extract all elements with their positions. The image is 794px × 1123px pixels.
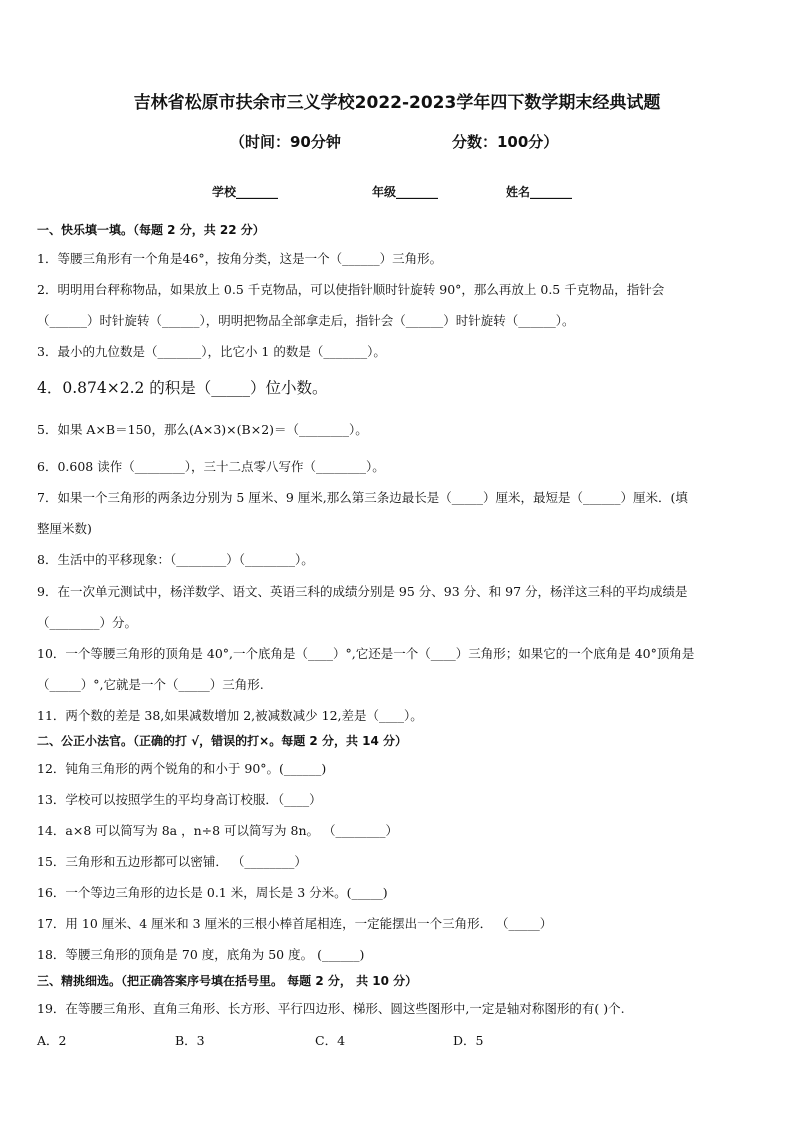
question-9-line-2: （________）分。 [37, 615, 138, 630]
option-b: B．3 [175, 1033, 205, 1048]
question-8: 8．生活中的平移现象：（________）（________）。 [37, 552, 314, 567]
question-4: 4．0.874×2.2 的积是（_____）位小数。 [37, 379, 328, 397]
question-15: 15．三角形和五边形都可以密铺． （________） [37, 854, 307, 869]
school-field: 学校_______ [212, 185, 279, 199]
section-2-heading: 二、公正小法官。（正确的打 √，错误的打×。每题 2 分，共 14 分） [37, 734, 407, 748]
exam-time: （时间：90分钟 [230, 133, 341, 151]
question-5: 5．如果 A×B＝150，那么(A×3)×(B×2)＝（________）。 [37, 422, 368, 437]
question-11: 11．两个数的差是 38,如果减数增加 2,被减数减少 12,差是（____）。 [37, 708, 423, 723]
option-d: D．5 [453, 1033, 484, 1048]
question-7-line-1: 7．如果一个三角形的两条边分别为 5 厘米、9 厘米,那么第三条边最长是（_____）厘米，最短是（______）厘米．(填 [37, 490, 688, 505]
section-3-heading: 三、精挑细选。（把正确答案序号填在括号里。 每题 2 分， 共 10 分） [37, 974, 418, 988]
option-c: C．4 [315, 1033, 346, 1048]
question-17: 17．用 10 厘米、4 厘米和 3 厘米的三根小棒首尾相连，一定能摆出一个三角形． （_____） [37, 916, 553, 931]
question-9-line-1: 9．在一次单元测试中，杨洋数学、语文、英语三科的成绩分别是 95 分、93 分、和 97 分，杨洋这三科的平均成绩是 [37, 584, 688, 599]
exam-score: 分数：100分） [452, 133, 559, 151]
grade-field: 年级_______ [372, 185, 439, 199]
section-1-heading: 一、快乐填一填。（每题 2 分，共 22 分） [37, 223, 265, 237]
question-1: 1．等腰三角形有一个角是46°，按角分类，这是一个（______）三角形。 [37, 251, 443, 266]
question-19: 19．在等腰三角形、直角三角形、长方形、平行四边形、梯形、圆这些图形中,一定是轴对称图形的有( )个. [37, 1001, 625, 1016]
name-field: 姓名_______ [506, 185, 573, 199]
question-12: 12．钝角三角形的两个锐角的和小于 90°。(______) [37, 761, 327, 776]
page-title: 吉林省松原市扶余市三义学校2022-2023学年四下数学期末经典试题 [133, 93, 661, 113]
question-18: 18．等腰三角形的顶角是 70 度，底角为 50 度。 (______) [37, 947, 365, 962]
question-14: 14．a×8 可以简写为 8a ，n÷8 可以简写为 8n。 （________） [37, 823, 399, 838]
question-13: 13．学校可以按照学生的平均身高订校服．（____） [37, 792, 322, 807]
question-2-line-1: 2．明明用台秤称物品，如果放上 0.5 千克物品，可以使指针顺时针旋转 90°，那么再放上 0.5 千克物品，指针会 [37, 282, 665, 297]
question-3: 3．最小的九位数是（_______），比它小 1 的数是（_______）。 [37, 344, 386, 359]
question-6: 6．0.608 读作（________），三十二点零八写作（________）。 [37, 459, 385, 474]
question-7-line-2: 整厘米数) [37, 521, 92, 536]
question-10-line-2: （_____）°,它就是一个（_____）三角形. [37, 677, 264, 692]
question-2-line-2: （______）时针旋转（______），明明把物品全部拿走后，指针会（______）时针旋转（______）。 [37, 313, 575, 328]
option-a: A．2 [37, 1033, 67, 1048]
question-10-line-1: 10．一个等腰三角形的顶角是 40°,一个底角是（____）°,它还是一个（____）三角形；如果它的一个底角是 40°顶角是 [37, 646, 695, 661]
question-16: 16．一个等边三角形的边长是 0.1 米，周长是 3 分米。(_____) [37, 885, 388, 900]
